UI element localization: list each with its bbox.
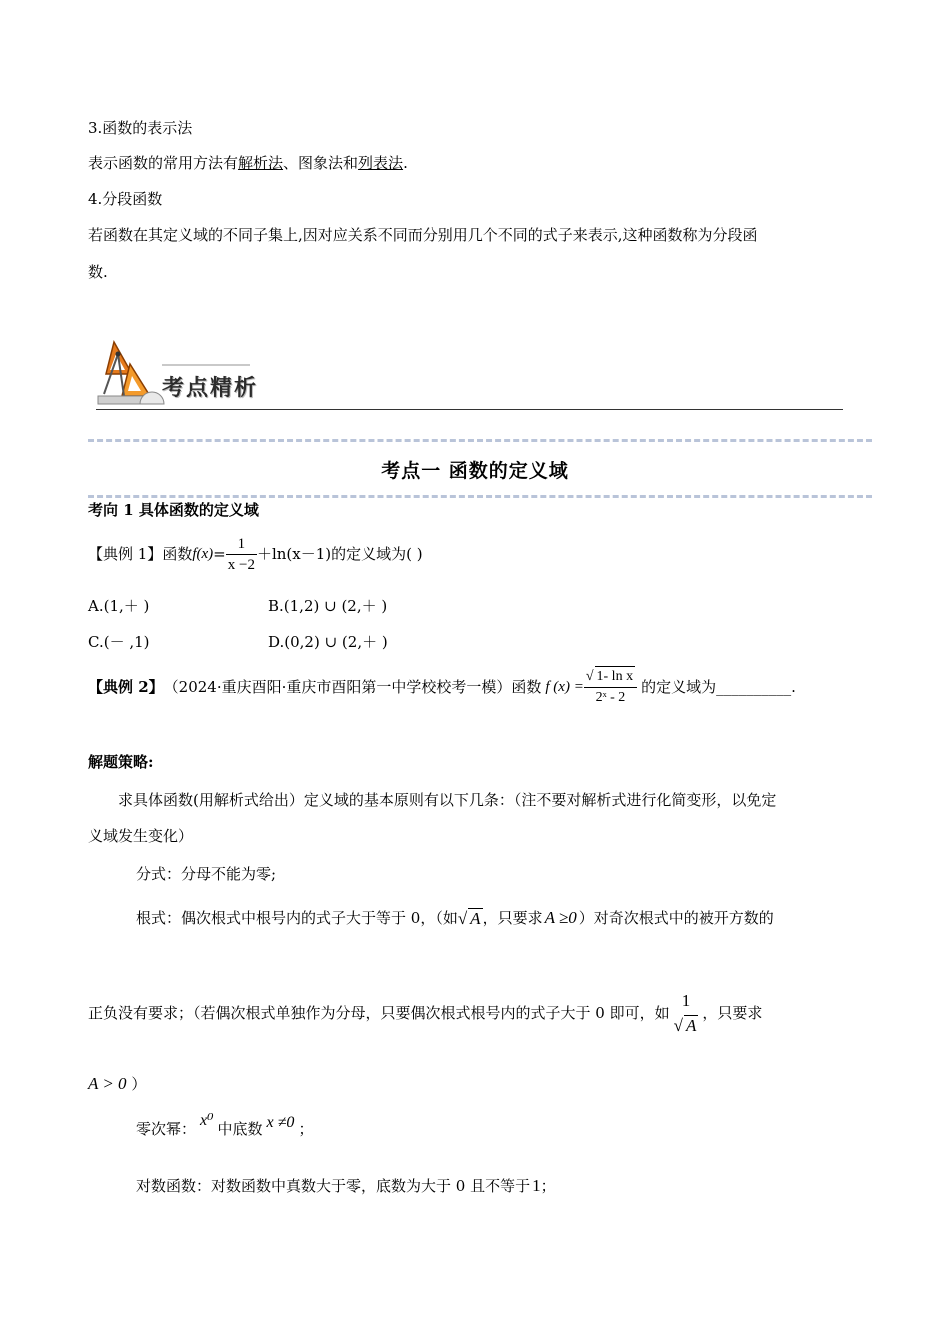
log-rule-one: 1 [532, 1176, 541, 1195]
radical-cont-b: ，只要求 [702, 1004, 763, 1022]
example2-blank: __________ [716, 678, 792, 696]
example2-label: 【典例 2】 [88, 678, 164, 696]
section4-line2: 数. [88, 263, 108, 281]
radical-cont-condition: A > 0 [88, 1074, 127, 1093]
radical-fraction [674, 991, 699, 1036]
log-rule [136, 1176, 556, 1196]
zero-power-condition: x ≠0 [266, 1114, 295, 1131]
example1-fraction [226, 534, 257, 575]
topic-top-divider [88, 439, 872, 442]
radical-example-A: A [470, 908, 481, 928]
zero-power-a: 零次幂： [136, 1120, 197, 1138]
radical-condition: A ≥0 [544, 908, 577, 927]
strategy-intro2: 义域发生变化） [88, 827, 194, 845]
example2-question [88, 664, 796, 710]
banner-title: 考点精析 [162, 375, 259, 401]
section4-heading: 4.分段函数 [88, 190, 163, 208]
example1-frac-num: 1 [237, 535, 246, 552]
example2-sqrt: 1- ln x [595, 666, 636, 687]
radical-frac-den-A: A [685, 1015, 697, 1035]
term-analytic: 解析法 [238, 154, 284, 172]
topic-title: 考点一 函数的定义域 [381, 460, 569, 482]
radical-rule-c: ）对奇次根式中的被开方数的 [578, 909, 774, 927]
example1-prefix: 函数 [162, 545, 193, 563]
radical-rule-b: ，只要求 [482, 909, 543, 927]
example2-fraction [584, 666, 637, 708]
example2-end: . [791, 678, 796, 696]
log-rule-a: 对数函数：对数函数中真数大于零，底数为大于 0 且不等于 [136, 1177, 531, 1195]
option-d: D.(0,2) ∪ (2,＋ ) [268, 633, 388, 651]
option-b: B.(1,2) ∪ (2,＋ ) [268, 597, 388, 615]
strategy-title: 解题策略: [88, 753, 154, 771]
section-banner [92, 334, 872, 414]
example2-frac-num: √ 1- ln x [584, 666, 637, 687]
section3-text-b: 、图象法和 [283, 154, 359, 172]
radical-cont-line2 [88, 1074, 146, 1094]
topic-bottom-divider [88, 495, 872, 498]
option-c: C.(－ ,1) [88, 633, 150, 651]
section3-heading: 3.函数的表示法 [88, 119, 193, 137]
example1-suffix: ＋ln(x－1)的定义域为( ) [256, 545, 423, 563]
example1-question [88, 534, 423, 574]
banner-bottom-line [96, 409, 843, 410]
radical-frac-den: √ A [673, 1015, 697, 1035]
option-a: A.(1,＋ ) [88, 597, 150, 615]
section3-text-c: . [403, 154, 408, 172]
zero-power-expr: x⁰ [200, 1112, 214, 1129]
banner-top-line [162, 364, 250, 366]
zero-power-b: 中底数 [217, 1120, 263, 1138]
radical-rule [136, 903, 774, 933]
strategy-intro1: 求具体函数(用解析式给出）定义域的基本原则有以下几条：（注不要对解析式进行化简变形，以免定 [118, 791, 777, 809]
section3-line [88, 153, 408, 173]
example2-source: （2024·重庆酉阳·重庆市酉阳第一中学校校考一模）函数 [163, 678, 542, 696]
zero-power-rule [136, 1114, 313, 1144]
log-rule-end: ； [540, 1177, 556, 1195]
example1-label: 【典例 1】 [88, 545, 163, 563]
geometry-tools-icon [92, 334, 172, 414]
radical-frac-num: 1 [681, 990, 691, 1010]
example1-eq: = [213, 545, 226, 563]
example2-fx: f (x) = [545, 679, 584, 695]
radical-rule-a: 根式：偶次根式中根号内的式子大于等于 0，（如 [136, 909, 458, 927]
example2-frac-den: 2ˣ - 2 [584, 687, 637, 708]
section4-line1: 若函数在其定义域的不同子集上,因对应关系不同而分别用几个不同的式子来表示,这种函数称为分段函 [88, 226, 758, 244]
example1-fx: f(x) [192, 546, 214, 562]
example1-frac-den: x −2 [226, 554, 257, 575]
radical-continuation [88, 985, 762, 1041]
radical-cont-close: ） [131, 1075, 147, 1093]
radical-example: √ A [457, 908, 481, 928]
fraction-rule: 分式：分母不能为零; [136, 865, 277, 883]
radical-cont-a: 正负没有要求；（若偶次根式单独作为分母，只要偶次根式根号内的式子大于 0 即可，如 [88, 1004, 670, 1022]
direction-title: 考向 1 具体函数的定义域 [88, 501, 259, 519]
term-table: 列表法 [358, 154, 404, 172]
section3-text-a: 表示函数的常用方法有 [88, 154, 239, 172]
example2-suffix: 的定义域为 [641, 678, 717, 696]
zero-power-end: ； [298, 1120, 314, 1138]
